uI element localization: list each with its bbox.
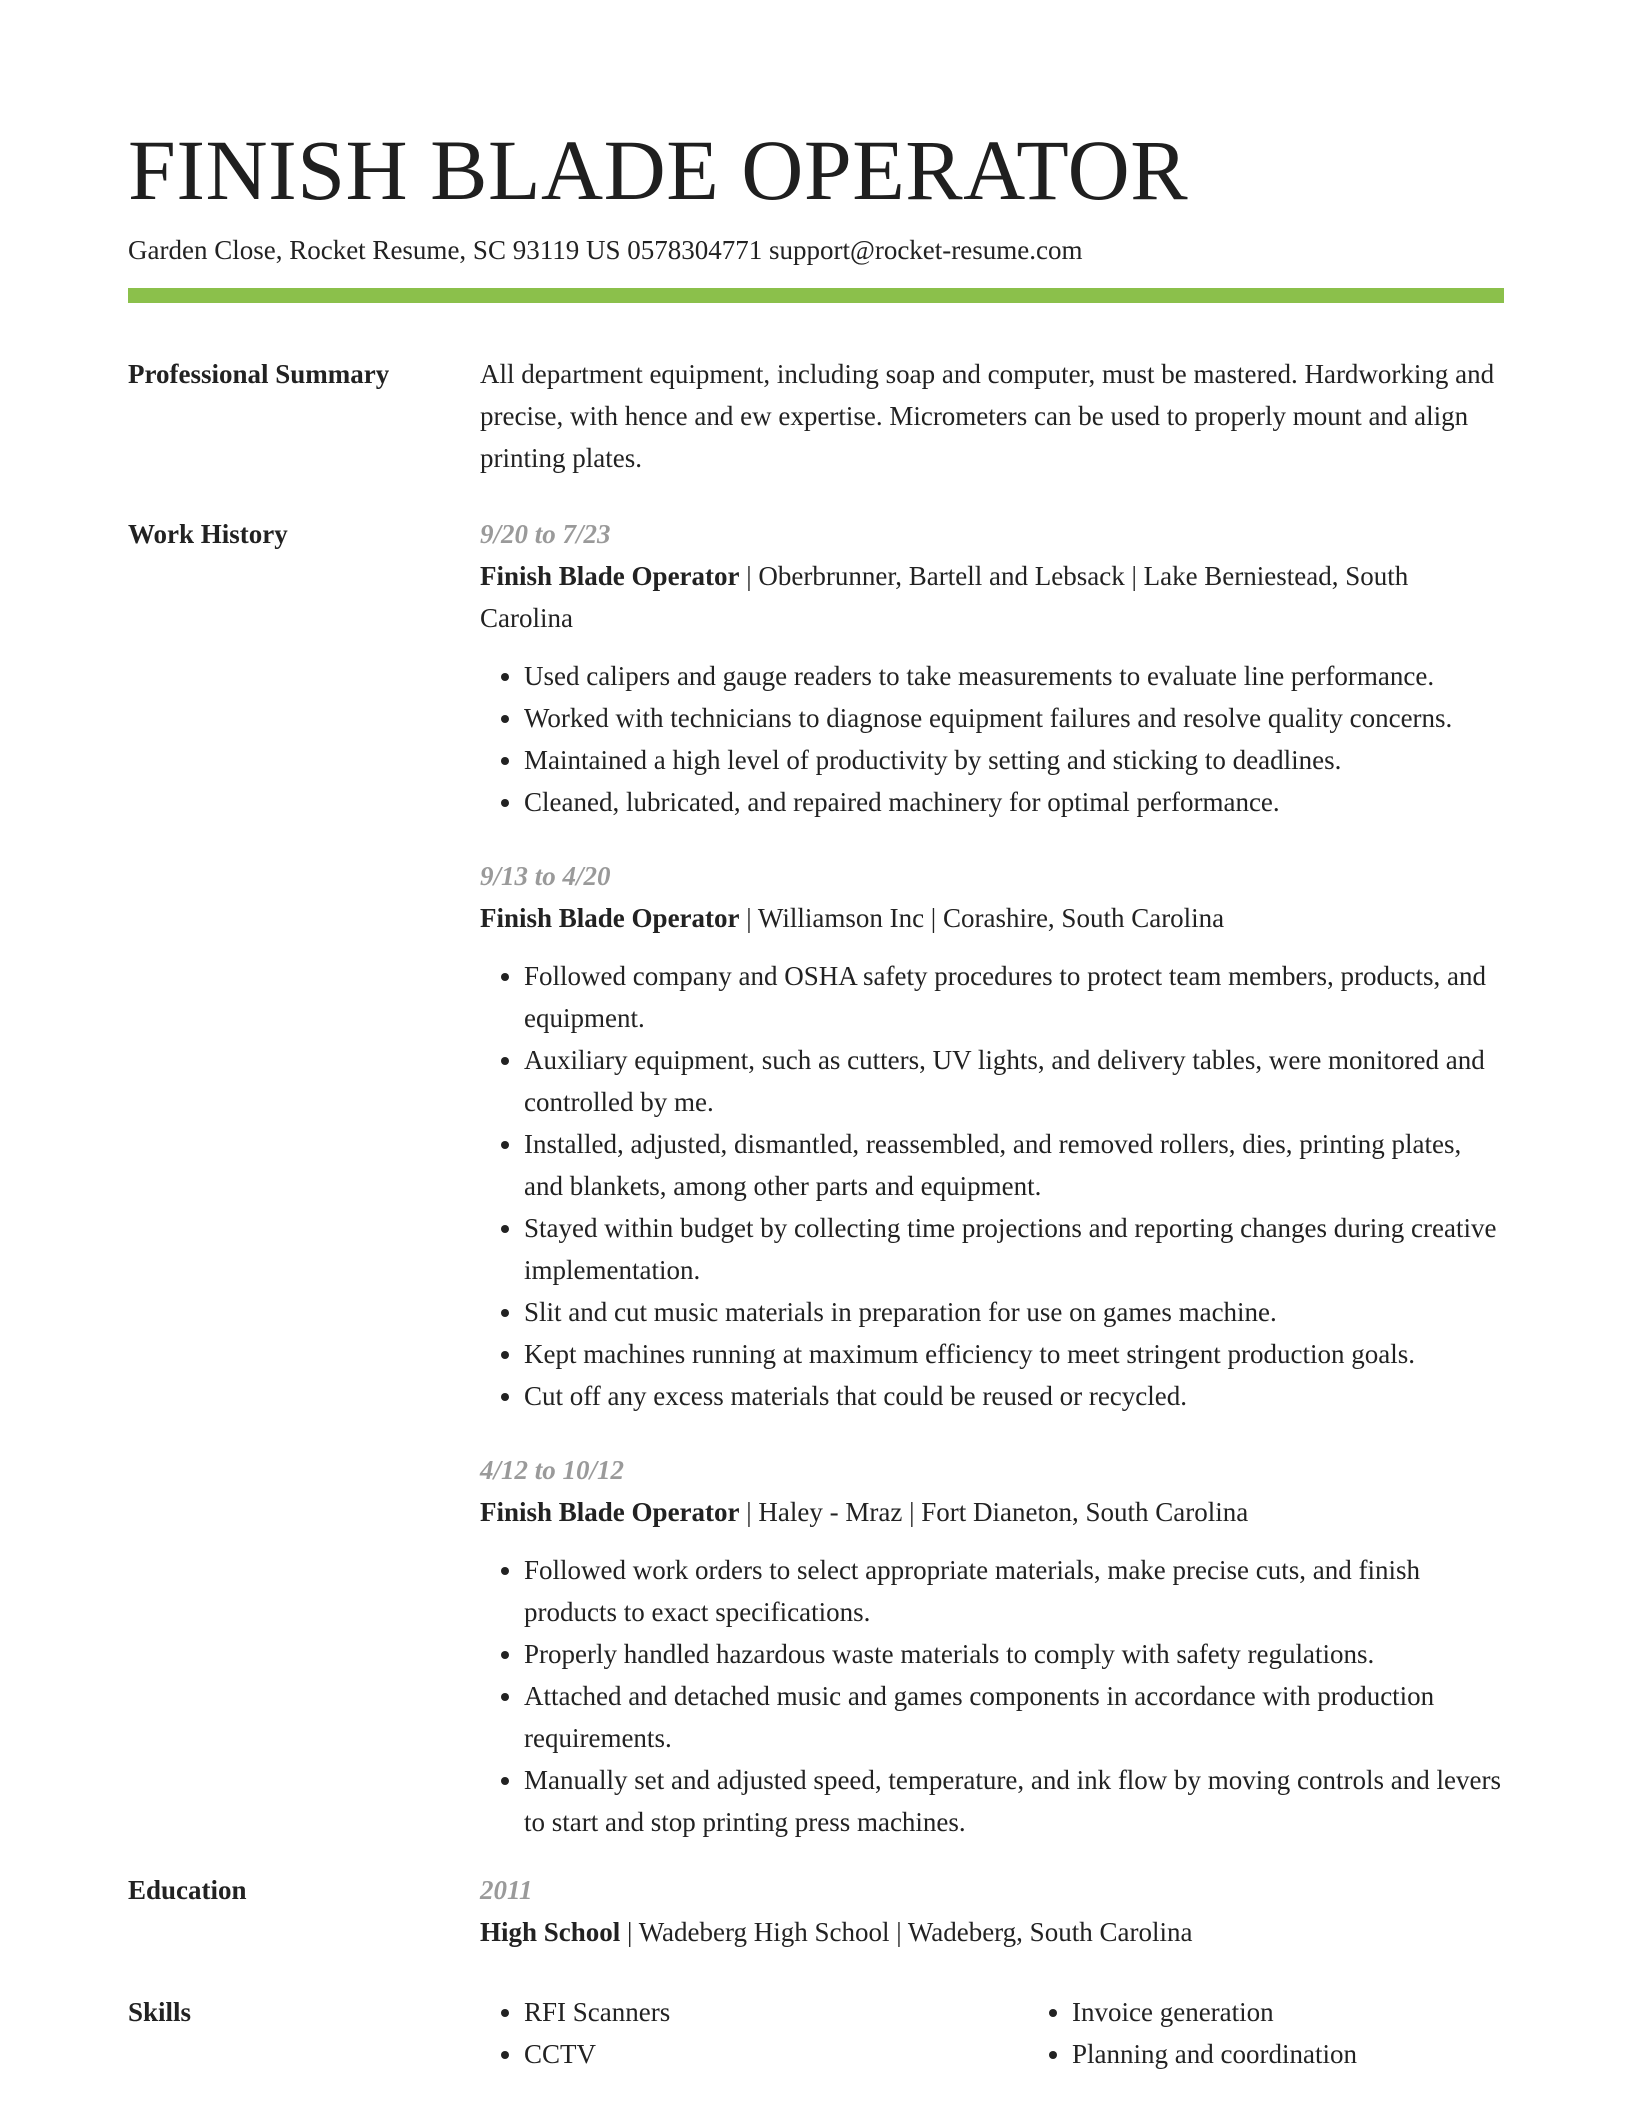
work-history-section bbox=[128, 513, 1504, 1843]
list-item: • Attached and detached music and games components in accordance with production requirements. bbox=[524, 1675, 1504, 1759]
list-item: • Planning and coordination bbox=[1072, 2033, 1576, 2075]
summary-section bbox=[128, 353, 1504, 479]
list-item: • CCTV bbox=[524, 2033, 1028, 2075]
skills-body bbox=[480, 1991, 1576, 2075]
list-item: • Followed company and OSHA safety procedures to protect team members, products, and equipment. bbox=[524, 955, 1504, 1039]
header-divider bbox=[128, 288, 1504, 303]
list-item: • Stayed within budget by collecting time projections and reporting changes during creative implementation. bbox=[524, 1207, 1504, 1291]
work-history-body bbox=[480, 513, 1504, 1843]
education-details: | Wadeberg High School | Wadeberg, South Carolina bbox=[620, 1917, 1193, 1947]
list-item: • Cut off any excess materials that could be reused or recycled. bbox=[524, 1375, 1504, 1417]
skills-section bbox=[128, 1991, 1504, 2075]
skills-grid bbox=[480, 1991, 1576, 2075]
job-entry bbox=[480, 1449, 1504, 1843]
list-item: • Invoice generation bbox=[1072, 1991, 1576, 2033]
contact-line: Garden Close, Rocket Resume, SC 93119 US 0578304771 support@rocket-resume.com bbox=[128, 235, 1083, 265]
job-heading bbox=[480, 1491, 1504, 1533]
skills-list-right bbox=[1028, 1991, 1576, 2075]
job-heading bbox=[480, 555, 1504, 639]
list-item: • Maintained a high level of productivity by setting and sticking to deadlines. bbox=[524, 739, 1504, 781]
job-bullets bbox=[480, 655, 1504, 823]
list-item: • Slit and cut music materials in preparation for use on games machine. bbox=[524, 1291, 1504, 1333]
list-item: • Auxiliary equipment, such as cutters, UV lights, and delivery tables, were monitored and controlled by me. bbox=[524, 1039, 1504, 1123]
list-item: • Properly handled hazardous waste materials to comply with safety regulations. bbox=[524, 1633, 1504, 1675]
resume-page bbox=[128, 118, 1504, 2075]
list-item: • RFI Scanners bbox=[524, 1991, 1028, 2033]
section-title-summary: Professional Summary bbox=[128, 359, 390, 389]
job-bullets bbox=[480, 1549, 1504, 1843]
education-section bbox=[128, 1869, 1504, 1953]
list-item: • Used calipers and gauge readers to take measurements to evaluate line performance. bbox=[524, 655, 1504, 697]
summary-text: All department equipment, including soap and computer, must be mastered. Hardworking and precise, with hence and ew expertise. Micrometers can be used to properly mount and align printing plates. bbox=[480, 359, 1495, 473]
job-details: | Haley - Mraz | Fort Dianeton, South Carolina bbox=[739, 1497, 1249, 1527]
job-details: | Oberbrunner, Bartell and Lebsack | Lake Berniestead, South Carolina bbox=[480, 561, 1409, 633]
education-degree: High School bbox=[480, 1917, 621, 1947]
section-title-education: Education bbox=[128, 1875, 247, 1905]
section-title-skills: Skills bbox=[128, 1997, 192, 2027]
job-entry bbox=[480, 855, 1504, 1417]
job-role: Finish Blade Operator bbox=[480, 561, 740, 591]
job-role: Finish Blade Operator bbox=[480, 1497, 740, 1527]
section-title-work-history: Work History bbox=[128, 519, 288, 549]
job-details: | Williamson Inc | Corashire, South Carolina bbox=[739, 903, 1225, 933]
job-entry bbox=[480, 513, 1504, 823]
list-item: • Cleaned, lubricated, and repaired machinery for optimal performance. bbox=[524, 781, 1504, 823]
skills-list-left bbox=[480, 1991, 1028, 2075]
list-item: • Followed work orders to select appropriate materials, make precise cuts, and finish products to exact specifications. bbox=[524, 1549, 1504, 1633]
job-role: Finish Blade Operator bbox=[480, 903, 740, 933]
list-item: • Manually set and adjusted speed, temperature, and ink flow by moving controls and levers to start and stop printing press machines. bbox=[524, 1759, 1504, 1843]
job-dates: 9/20 to 7/23 bbox=[480, 519, 611, 549]
list-item: • Worked with technicians to diagnose equipment failures and resolve quality concerns. bbox=[524, 697, 1504, 739]
job-dates: 4/12 to 10/12 bbox=[480, 1455, 625, 1485]
education-body bbox=[480, 1869, 1504, 1953]
education-heading bbox=[480, 1911, 1504, 1953]
list-item: • Installed, adjusted, dismantled, reassembled, and removed rollers, dies, printing plates, and blankets, among other parts and equipment. bbox=[524, 1123, 1504, 1207]
job-dates: 9/13 to 4/20 bbox=[480, 861, 611, 891]
job-heading bbox=[480, 897, 1504, 939]
education-year: 2011 bbox=[480, 1875, 533, 1905]
list-item: • Kept machines running at maximum efficiency to meet stringent production goals. bbox=[524, 1333, 1504, 1375]
job-bullets bbox=[480, 955, 1504, 1417]
resume-title: FINISH BLADE OPERATOR bbox=[128, 122, 1189, 218]
